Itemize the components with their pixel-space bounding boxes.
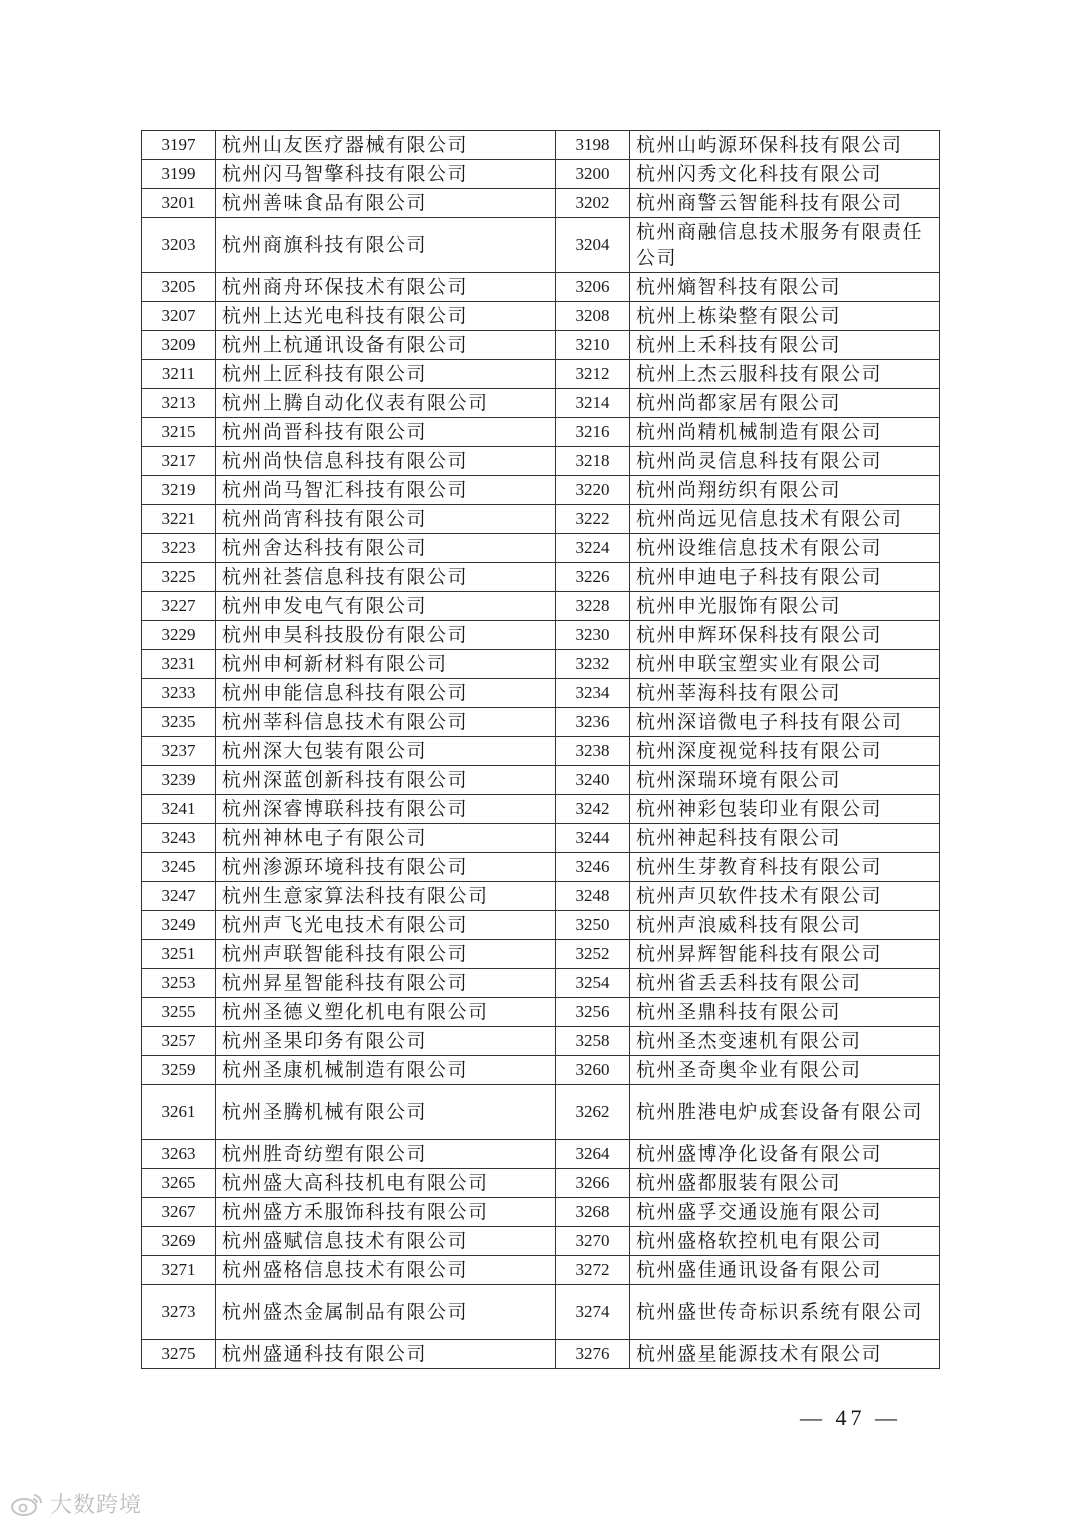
entry-number: 3235	[142, 708, 216, 737]
table-row	[142, 940, 940, 969]
entry-number: 3199	[142, 160, 216, 189]
table-row	[142, 650, 940, 679]
company-name: 杭州尚精机械制造有限公司	[630, 418, 940, 447]
entry-number: 3218	[556, 447, 630, 476]
watermark	[10, 1488, 142, 1519]
entry-number: 3225	[142, 563, 216, 592]
table-row	[142, 131, 940, 160]
table-row	[142, 1227, 940, 1256]
company-name: 杭州尚远见信息技术有限公司	[630, 505, 940, 534]
table-row	[142, 1198, 940, 1227]
table-row	[142, 1169, 940, 1198]
table-row	[142, 911, 940, 940]
company-name: 杭州申光服饰有限公司	[630, 592, 940, 621]
company-name: 杭州声飞光电技术有限公司	[216, 911, 556, 940]
company-name: 杭州生意家算法科技有限公司	[216, 882, 556, 911]
entry-number: 3219	[142, 476, 216, 505]
company-name: 杭州上杭通讯设备有限公司	[216, 331, 556, 360]
company-name: 杭州申辉环保科技有限公司	[630, 621, 940, 650]
company-name: 杭州尚马智汇科技有限公司	[216, 476, 556, 505]
company-name: 杭州生芽教育科技有限公司	[630, 853, 940, 882]
table-row	[142, 563, 940, 592]
company-name: 杭州盛博净化设备有限公司	[630, 1140, 940, 1169]
entry-number: 3228	[556, 592, 630, 621]
company-name: 杭州盛格软控机电有限公司	[630, 1227, 940, 1256]
company-name: 杭州商警云智能科技有限公司	[630, 189, 940, 218]
company-name: 杭州昇辉智能科技有限公司	[630, 940, 940, 969]
company-name: 杭州深蓝创新科技有限公司	[216, 766, 556, 795]
table-row	[142, 1056, 940, 1085]
table-row	[142, 189, 940, 218]
entry-number: 3215	[142, 418, 216, 447]
entry-number: 3221	[142, 505, 216, 534]
company-name: 杭州昇星智能科技有限公司	[216, 969, 556, 998]
company-name: 杭州胜奇纺塑有限公司	[216, 1140, 556, 1169]
entry-number: 3266	[556, 1169, 630, 1198]
entry-number: 3244	[556, 824, 630, 853]
company-name: 杭州申能信息科技有限公司	[216, 679, 556, 708]
entry-number: 3216	[556, 418, 630, 447]
company-name: 杭州善味食品有限公司	[216, 189, 556, 218]
company-name: 杭州圣鼎科技有限公司	[630, 998, 940, 1027]
table-row	[142, 505, 940, 534]
table-row	[142, 679, 940, 708]
company-name: 杭州圣腾机械有限公司	[216, 1085, 556, 1140]
entry-number: 3271	[142, 1256, 216, 1285]
entry-number: 3242	[556, 795, 630, 824]
entry-number: 3276	[556, 1340, 630, 1369]
company-name: 杭州商旗科技有限公司	[216, 218, 556, 273]
entry-number: 3237	[142, 737, 216, 766]
entry-number: 3202	[556, 189, 630, 218]
entry-number: 3231	[142, 650, 216, 679]
company-name: 杭州神彩包装印业有限公司	[630, 795, 940, 824]
entry-number: 3253	[142, 969, 216, 998]
entry-number: 3254	[556, 969, 630, 998]
entry-number: 3200	[556, 160, 630, 189]
company-name: 杭州尚晋科技有限公司	[216, 418, 556, 447]
company-name: 杭州神林电子有限公司	[216, 824, 556, 853]
table-row	[142, 447, 940, 476]
company-name: 杭州申迪电子科技有限公司	[630, 563, 940, 592]
entry-number: 3227	[142, 592, 216, 621]
entry-number: 3208	[556, 302, 630, 331]
entry-number: 3209	[142, 331, 216, 360]
entry-number: 3256	[556, 998, 630, 1027]
table-row	[142, 331, 940, 360]
company-name: 杭州盛方禾服饰科技有限公司	[216, 1198, 556, 1227]
entry-number: 3213	[142, 389, 216, 418]
page-number: — 47 —	[800, 1405, 901, 1430]
table-row	[142, 273, 940, 302]
company-name: 杭州莘海科技有限公司	[630, 679, 940, 708]
table-row	[142, 534, 940, 563]
table-row	[142, 1140, 940, 1169]
entry-number: 3224	[556, 534, 630, 563]
table-row	[142, 795, 940, 824]
watermark-text: 大数跨境	[50, 1493, 143, 1518]
entry-number: 3260	[556, 1056, 630, 1085]
company-name: 杭州盛杰金属制品有限公司	[216, 1285, 556, 1340]
entry-number: 3234	[556, 679, 630, 708]
entry-number: 3210	[556, 331, 630, 360]
company-name: 杭州申柯新材料有限公司	[216, 650, 556, 679]
entry-number: 3212	[556, 360, 630, 389]
entry-number: 3263	[142, 1140, 216, 1169]
entry-number: 3211	[142, 360, 216, 389]
company-name: 杭州圣杰变速机有限公司	[630, 1027, 940, 1056]
company-name: 杭州声联智能科技有限公司	[216, 940, 556, 969]
company-name: 杭州上禾科技有限公司	[630, 331, 940, 360]
entry-number: 3233	[142, 679, 216, 708]
company-name: 杭州盛星能源技术有限公司	[630, 1340, 940, 1369]
table-row	[142, 737, 940, 766]
table-row	[142, 418, 940, 447]
company-name: 杭州盛格信息技术有限公司	[216, 1256, 556, 1285]
entry-number: 3255	[142, 998, 216, 1027]
table-row	[142, 853, 940, 882]
company-name: 杭州盛大高科技机电有限公司	[216, 1169, 556, 1198]
company-name: 杭州上达光电科技有限公司	[216, 302, 556, 331]
entry-number: 3207	[142, 302, 216, 331]
table-row	[142, 621, 940, 650]
company-name: 杭州盛通科技有限公司	[216, 1340, 556, 1369]
table-row	[142, 824, 940, 853]
company-name: 杭州圣康机械制造有限公司	[216, 1056, 556, 1085]
company-name: 杭州尚快信息科技有限公司	[216, 447, 556, 476]
entry-number: 3252	[556, 940, 630, 969]
company-name: 杭州深谙微电子科技有限公司	[630, 708, 940, 737]
entry-number: 3262	[556, 1085, 630, 1140]
weibo-logo-icon	[10, 1491, 44, 1517]
entry-number: 3251	[142, 940, 216, 969]
entry-number: 3245	[142, 853, 216, 882]
company-name: 杭州上杰云服科技有限公司	[630, 360, 940, 389]
entry-number: 3236	[556, 708, 630, 737]
company-name: 杭州上匠科技有限公司	[216, 360, 556, 389]
entry-number: 3274	[556, 1285, 630, 1340]
company-name: 杭州圣果印务有限公司	[216, 1027, 556, 1056]
company-name: 杭州盛孚交通设施有限公司	[630, 1198, 940, 1227]
entry-number: 3204	[556, 218, 630, 273]
company-name: 杭州盛赋信息技术有限公司	[216, 1227, 556, 1256]
entry-number: 3270	[556, 1227, 630, 1256]
entry-number: 3267	[142, 1198, 216, 1227]
company-name: 杭州设维信息技术有限公司	[630, 534, 940, 563]
company-name: 杭州山友医疗器械有限公司	[216, 131, 556, 160]
table-row	[142, 160, 940, 189]
company-name: 杭州盛世传奇标识系统有限公司	[630, 1285, 940, 1340]
entry-number: 3239	[142, 766, 216, 795]
entry-number: 3206	[556, 273, 630, 302]
company-name: 杭州深度视觉科技有限公司	[630, 737, 940, 766]
company-name: 杭州商舟环保技术有限公司	[216, 273, 556, 302]
company-name: 杭州深大包装有限公司	[216, 737, 556, 766]
entry-number: 3205	[142, 273, 216, 302]
company-name: 杭州尚灵信息科技有限公司	[630, 447, 940, 476]
entry-number: 3275	[142, 1340, 216, 1369]
company-name: 杭州申昊科技股份有限公司	[216, 621, 556, 650]
company-name: 杭州圣奇奥伞业有限公司	[630, 1056, 940, 1085]
entry-number: 3241	[142, 795, 216, 824]
table-row	[142, 1256, 940, 1285]
company-name: 杭州神起科技有限公司	[630, 824, 940, 853]
entry-number: 3264	[556, 1140, 630, 1169]
company-name: 杭州圣德义塑化机电有限公司	[216, 998, 556, 1027]
entry-number: 3238	[556, 737, 630, 766]
company-list-table	[141, 130, 940, 1369]
entry-number: 3250	[556, 911, 630, 940]
table-row	[142, 708, 940, 737]
table-row	[142, 389, 940, 418]
entry-number: 3273	[142, 1285, 216, 1340]
table-row	[142, 218, 940, 273]
company-name: 杭州尚都家居有限公司	[630, 389, 940, 418]
company-name: 杭州申发电气有限公司	[216, 592, 556, 621]
table-row	[142, 360, 940, 389]
entry-number: 3197	[142, 131, 216, 160]
company-list-body	[142, 131, 940, 1369]
table-row	[142, 302, 940, 331]
company-name: 杭州声贝软件技术有限公司	[630, 882, 940, 911]
company-name: 杭州声浪威科技有限公司	[630, 911, 940, 940]
company-name: 杭州闪马智擎科技有限公司	[216, 160, 556, 189]
entry-number: 3217	[142, 447, 216, 476]
company-name: 杭州舍达科技有限公司	[216, 534, 556, 563]
company-name: 杭州盛佳通讯设备有限公司	[630, 1256, 940, 1285]
company-name: 杭州省丢丢科技有限公司	[630, 969, 940, 998]
company-name: 杭州深瑞环境有限公司	[630, 766, 940, 795]
company-name: 杭州盛都服装有限公司	[630, 1169, 940, 1198]
company-name: 杭州闪秀文化科技有限公司	[630, 160, 940, 189]
entry-number: 3265	[142, 1169, 216, 1198]
entry-number: 3259	[142, 1056, 216, 1085]
entry-number: 3248	[556, 882, 630, 911]
entry-number: 3201	[142, 189, 216, 218]
table-row	[142, 592, 940, 621]
entry-number: 3230	[556, 621, 630, 650]
company-name: 杭州尚宵科技有限公司	[216, 505, 556, 534]
company-name: 杭州深睿博联科技有限公司	[216, 795, 556, 824]
entry-number: 3198	[556, 131, 630, 160]
company-name: 杭州熵智科技有限公司	[630, 273, 940, 302]
table-row	[142, 1285, 940, 1340]
entry-number: 3223	[142, 534, 216, 563]
entry-number: 3232	[556, 650, 630, 679]
entry-number: 3243	[142, 824, 216, 853]
company-name: 杭州上栋染整有限公司	[630, 302, 940, 331]
table-row	[142, 1027, 940, 1056]
company-name: 杭州商融信息技术服务有限责任公司	[630, 218, 940, 273]
entry-number: 3272	[556, 1256, 630, 1285]
company-name: 杭州莘科信息技术有限公司	[216, 708, 556, 737]
entry-number: 3261	[142, 1085, 216, 1140]
entry-number: 3257	[142, 1027, 216, 1056]
company-name: 杭州上腾自动化仪表有限公司	[216, 389, 556, 418]
entry-number: 3240	[556, 766, 630, 795]
entry-number: 3247	[142, 882, 216, 911]
entry-number: 3249	[142, 911, 216, 940]
entry-number: 3220	[556, 476, 630, 505]
entry-number: 3214	[556, 389, 630, 418]
table-row	[142, 969, 940, 998]
company-name: 杭州胜港电炉成套设备有限公司	[630, 1085, 940, 1140]
entry-number: 3226	[556, 563, 630, 592]
entry-number: 3268	[556, 1198, 630, 1227]
entry-number: 3258	[556, 1027, 630, 1056]
entry-number: 3222	[556, 505, 630, 534]
table-row	[142, 882, 940, 911]
company-name: 杭州渗源环境科技有限公司	[216, 853, 556, 882]
entry-number: 3269	[142, 1227, 216, 1256]
table-row	[142, 1340, 940, 1369]
table-row	[142, 766, 940, 795]
table-row	[142, 476, 940, 505]
table-row	[142, 998, 940, 1027]
entry-number: 3246	[556, 853, 630, 882]
company-name: 杭州社荟信息科技有限公司	[216, 563, 556, 592]
entry-number: 3203	[142, 218, 216, 273]
company-name: 杭州山屿源环保科技有限公司	[630, 131, 940, 160]
company-name: 杭州尚翔纺织有限公司	[630, 476, 940, 505]
company-name: 杭州申联宝塑实业有限公司	[630, 650, 940, 679]
entry-number: 3229	[142, 621, 216, 650]
table-row	[142, 1085, 940, 1140]
